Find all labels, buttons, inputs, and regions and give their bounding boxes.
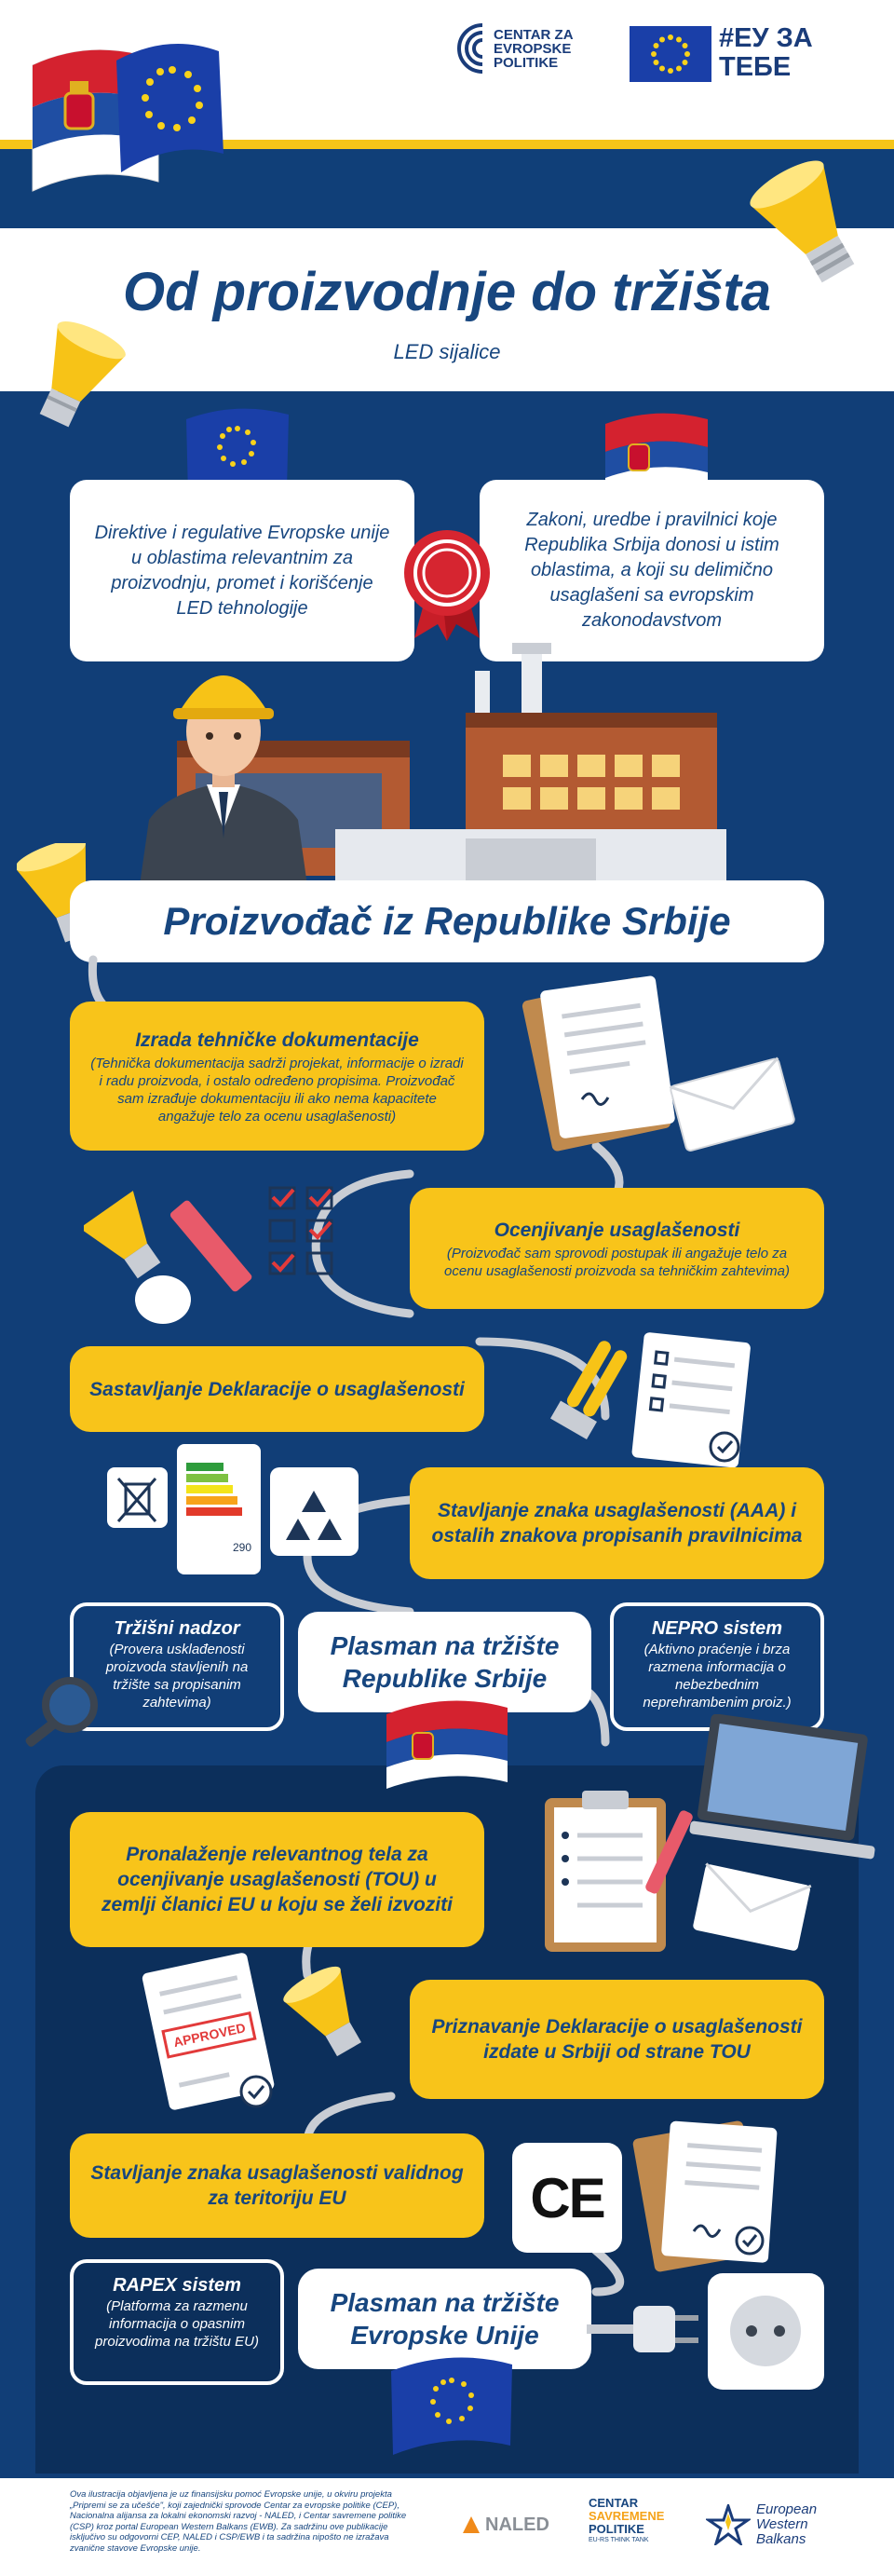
socket-icon bbox=[708, 2273, 824, 2390]
naled-logo-text: NALED bbox=[485, 2514, 549, 2535]
step-conformity-assessment-text: (Proizvođač sam sprovodi postupak ili angažuje telo za ocenu usaglašenosti proizvoda sa tehničkim zahtevima) bbox=[443, 1245, 791, 1279]
checklist-tools-illustration bbox=[84, 1169, 391, 1328]
marks-illustration bbox=[98, 1439, 368, 1579]
csp-logo bbox=[589, 2497, 691, 2544]
nepro-title: NEPRO sistem bbox=[651, 1618, 783, 1639]
ce-mark-text: CE bbox=[530, 2166, 604, 2229]
csp-logo-line3: POLITIKE bbox=[589, 2522, 644, 2536]
eu-flag-bottom-icon bbox=[382, 2348, 522, 2460]
step-technical-documentation bbox=[70, 1002, 484, 1151]
rs-laws-text: Zakoni, uredbe i pravilnici koje Republika Srbija donosi u istim oblastima, a koji su delimično usaglašeni sa evropskim zakonodavstvom bbox=[524, 510, 779, 631]
eu-step-find-body-title: Pronalaženje relevantnog tela za ocenjivanje usaglašenosti (TOU) u zemlji članici EU u koju se želi izvoziti bbox=[102, 1844, 453, 1915]
naled-emblem-icon bbox=[461, 2515, 481, 2535]
page-title: Od proizvodnje do tržišta bbox=[122, 262, 772, 322]
eu-directives-text: Direktive i regulative Evropske unije u oblastima relevantnim za proizvodnju, promet i korišćenje LED tehnologije bbox=[94, 522, 390, 619]
factory-worker-illustration bbox=[140, 643, 810, 885]
flags-illustration bbox=[28, 23, 233, 210]
eu-step-recognition bbox=[410, 1980, 824, 2099]
eu-step-recognition-title: Priznavanje Deklaracije o usaglašenosti izdate u Srbiji od strane TOU bbox=[431, 2016, 803, 2063]
eu-step-ce-mark-title: Stavljanje znaka usaglašenosti validnog za teritoriju EU bbox=[90, 2162, 464, 2209]
documents-envelope-icon bbox=[517, 969, 796, 1155]
ruler-icon bbox=[169, 1199, 253, 1293]
step-conformity-mark bbox=[410, 1467, 824, 1579]
eu-directives-card bbox=[70, 480, 414, 661]
tube-light-icon bbox=[550, 1336, 634, 1439]
step-technical-documentation-title: Izrada tehničke dokumentacije bbox=[135, 1029, 419, 1051]
eu-step-ce-mark bbox=[70, 2133, 484, 2238]
ewb-star-icon bbox=[706, 2504, 751, 2545]
csp-logo-line1: CENTAR bbox=[589, 2496, 639, 2510]
rs-laws-card bbox=[480, 480, 824, 661]
declaration-document-icon bbox=[549, 1328, 773, 1467]
naled-logo bbox=[461, 2511, 559, 2539]
ewb-logo-text: European Western Balkans bbox=[756, 2501, 818, 2547]
laptop-icon bbox=[689, 1714, 875, 1860]
cep-logo-text: CENTAR ZA EVROPSKE POLITIKE bbox=[494, 27, 573, 71]
plug-socket-illustration bbox=[587, 2273, 829, 2394]
placement-serbia-text: Plasman na tržište Republike Srbije bbox=[330, 1631, 560, 1693]
page-subtitle: LED sijalice bbox=[393, 340, 501, 363]
rapex-title: RAPEX sistem bbox=[113, 2275, 241, 2296]
market-surveillance-text: (Provera usklađenosti proizvoda stavljenih na tržište sa propisanim zahtevima) bbox=[105, 1642, 249, 1711]
rapex-text: (Platforma za razmenu informacija o opasnim proizvodima na tržištu EU) bbox=[95, 2298, 259, 2350]
csp-logo-line2: SAVREMENE bbox=[589, 2509, 665, 2523]
eu-flag-icon bbox=[116, 44, 224, 172]
led-bulb-icon bbox=[135, 1275, 191, 1324]
rapex-box bbox=[70, 2259, 284, 2385]
plug-icon bbox=[587, 2306, 698, 2352]
market-surveillance-title: Tržišni nadzor bbox=[114, 1618, 240, 1639]
footer-disclaimer: Ova ilustracija objavljena je uz finansijsku pomoć Evropske unije, u okviru projekta „Pripremi se za učešće", koji zajednički sprovode Centar za evropske politike (CEP), Nacionalna alijansa za lokalni ekonomski razvoj - NALED, i Centar savremene politike (CSP) kroz portal European Western Balkans (EWB). Za sadržinu ove publikacije isključivo su odgovorni CEP, NALED i CSP/EWB i ta sadržina nipošto ne izražava zvanične stavove Evropske unije. bbox=[70, 2489, 407, 2554]
clipboard-icon bbox=[545, 1791, 666, 1952]
energy-label-value: 290 bbox=[233, 1541, 252, 1554]
nepro-text: (Aktivno praćenje i brza razmena informacija o nebezbednim neprehrambenim proiz.) bbox=[643, 1642, 792, 1711]
eu-documents-illustration bbox=[522, 1714, 885, 1956]
bulb-eu-icon bbox=[279, 1960, 378, 2065]
eu-declaration-documents-icon bbox=[629, 2115, 796, 2273]
csp-logo-tag: EU-RS THINK TANK bbox=[589, 2537, 649, 2543]
check-badge-icon bbox=[241, 2077, 271, 2106]
step-conformity-mark-title: Stavljanje znaka usaglašenosti (AAA) i ostalih znakova propisanih pravilnicima bbox=[431, 1500, 803, 1547]
step-declaration-title: Sastavljanje Deklaracije o usaglašenosti bbox=[89, 1378, 465, 1400]
approved-stamp-text: APPROVED bbox=[171, 2020, 248, 2051]
step-technical-documentation-text: (Tehnička dokumentacija sadrži projekat, informacije o izradi i radu proizvoda, i ostalo određeno propisima. Proizvođač sam izrađuje dokumentaciju ili ako nema kapacitete angažuje telo za ocenu usaglašenosti) bbox=[90, 1055, 464, 1124]
envelope-icon bbox=[692, 1863, 810, 1951]
cep-logo bbox=[456, 20, 587, 76]
bulb-small-icon bbox=[84, 1191, 176, 1289]
step-conformity-assessment-title: Ocenjivanje usaglašenosti bbox=[494, 1219, 740, 1241]
step-declaration bbox=[70, 1346, 484, 1432]
seal-rosette-icon bbox=[396, 522, 498, 643]
eu-flag-logo-icon bbox=[630, 26, 711, 82]
magnifier-icon bbox=[19, 1672, 112, 1756]
placement-eu-text: Plasman na tržište Evropske Unije bbox=[330, 2288, 560, 2350]
campaign-logo-text: #ЕУ ЗА ТЕБЕ bbox=[719, 23, 813, 82]
nepro-box bbox=[610, 1602, 824, 1731]
producer-banner: Proizvođač iz Republike Srbije bbox=[70, 880, 824, 962]
approved-document-illustration bbox=[135, 1942, 405, 2119]
ce-mark-icon bbox=[512, 2143, 622, 2253]
eu-step-find-body bbox=[70, 1812, 484, 1947]
step-conformity-assessment bbox=[410, 1188, 824, 1309]
ewb-logo bbox=[706, 2501, 874, 2548]
